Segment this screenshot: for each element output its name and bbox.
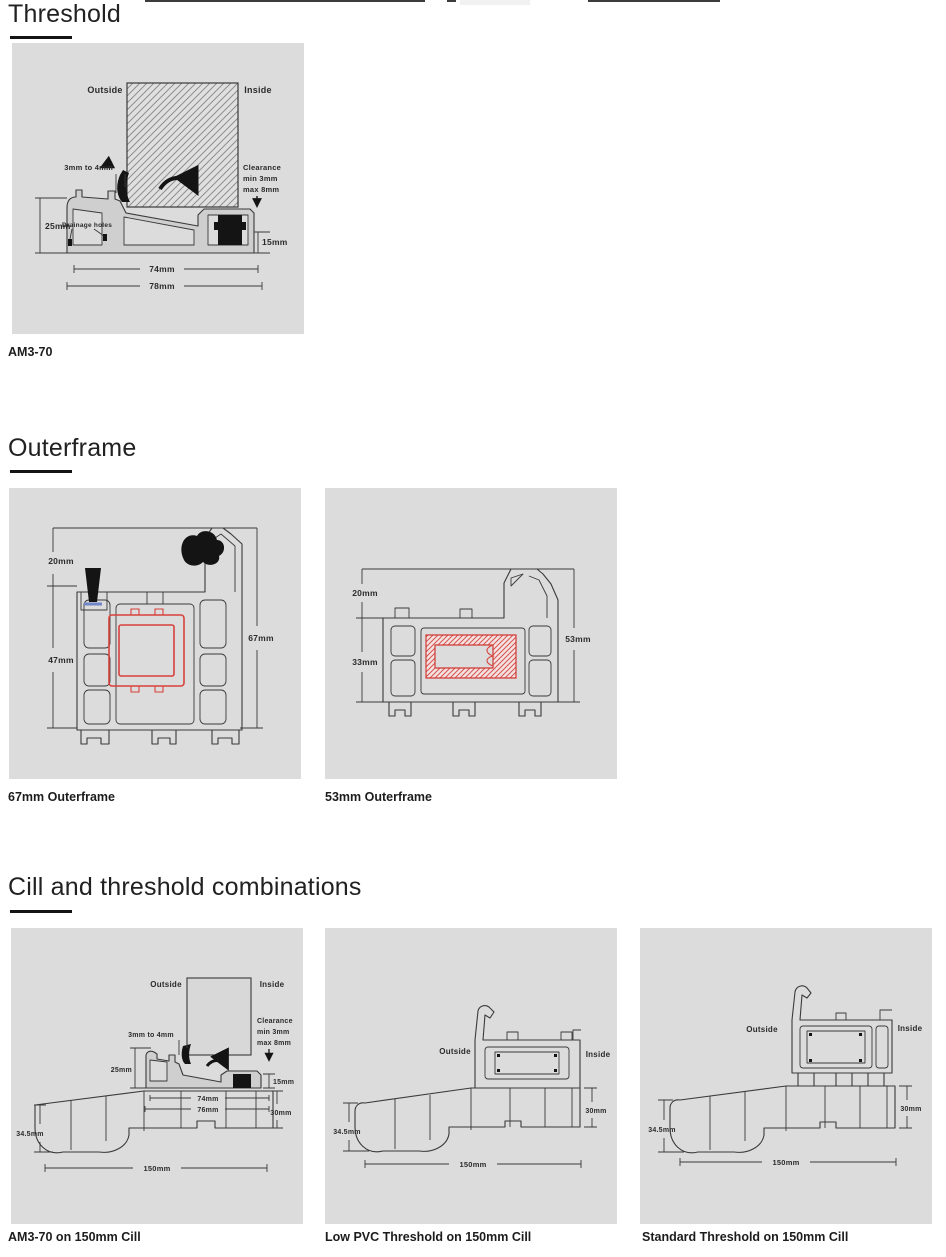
caption-67mm-outerframe: 67mm Outerframe bbox=[8, 790, 115, 804]
dim-label-34-5mm: 34.5mm bbox=[333, 1129, 361, 1136]
screw-mark bbox=[859, 1059, 862, 1062]
dim-label-20mm: 20mm bbox=[352, 588, 378, 598]
top-bump bbox=[507, 1032, 518, 1040]
inside-label: Inside bbox=[585, 1050, 611, 1059]
dim-label-34-5mm: 34.5mm bbox=[16, 1131, 44, 1138]
dim-label-25mm: 25mm bbox=[45, 221, 71, 231]
am3-70-threshold-diagram bbox=[12, 43, 304, 334]
frame-foot bbox=[453, 702, 475, 716]
dim-label-30mm: 30mm bbox=[900, 1106, 922, 1113]
frame-foot bbox=[81, 730, 109, 744]
clearance-label-2: min 3mm bbox=[243, 174, 278, 183]
clearance-label-1: Clearance bbox=[243, 163, 282, 172]
frame-foot bbox=[152, 730, 176, 744]
heading-underline bbox=[10, 36, 72, 39]
top-notch bbox=[460, 609, 472, 618]
frame-foot bbox=[212, 730, 239, 744]
outerframe-67mm-diagram bbox=[9, 488, 301, 779]
chamber bbox=[200, 600, 226, 648]
chamber bbox=[84, 690, 110, 724]
dim-label-30mm: 30mm bbox=[270, 1110, 292, 1117]
outside-label: Outside bbox=[439, 1047, 471, 1056]
screw-mark bbox=[497, 1069, 500, 1072]
dim-label-33mm: 33mm bbox=[352, 657, 378, 667]
diagram-panel-standard-threshold bbox=[640, 928, 932, 1224]
clearance-label-3: max 8mm bbox=[243, 185, 280, 194]
dim-label-74mm: 74mm bbox=[197, 1096, 219, 1103]
top-bump bbox=[836, 1013, 846, 1020]
screw-mark bbox=[809, 1033, 812, 1036]
dim-label-67mm: 67mm bbox=[248, 633, 274, 643]
inside-label: Inside bbox=[897, 1024, 923, 1033]
outerframe-53mm-diagram bbox=[325, 488, 617, 779]
low-pvc-threshold-diagram bbox=[325, 928, 617, 1224]
drainage-label: Drainage holes bbox=[62, 222, 113, 229]
caption-53mm-outerframe: 53mm Outerframe bbox=[325, 790, 432, 804]
outside-label: Outside bbox=[746, 1025, 778, 1034]
chamber bbox=[876, 1026, 888, 1068]
caption-low-pvc-threshold: Low PVC Threshold on 150mm Cill bbox=[325, 1230, 532, 1244]
top-crop-artifact bbox=[447, 0, 456, 2]
dim-label-15mm: 15mm bbox=[273, 1079, 295, 1086]
drainage-flow-arrow bbox=[207, 1060, 227, 1067]
am3-70-on-cill-diagram bbox=[11, 928, 303, 1224]
gasket-block bbox=[233, 1074, 251, 1088]
inside-label: Inside bbox=[244, 85, 272, 95]
frame-foot bbox=[519, 702, 541, 716]
dim-label-47mm: 47mm bbox=[48, 655, 74, 665]
frame-foot bbox=[389, 702, 411, 716]
screw-mark bbox=[554, 1054, 557, 1057]
screw-mark bbox=[809, 1059, 812, 1062]
dim-label-76mm: 76mm bbox=[197, 1107, 219, 1114]
top-bump bbox=[561, 1032, 572, 1040]
screw-mark bbox=[497, 1054, 500, 1057]
caption-am3-70-on-cill: AM3-70 on 150mm Cill bbox=[8, 1230, 141, 1244]
door-slab bbox=[127, 83, 238, 207]
glazing-chamber bbox=[116, 604, 194, 724]
clearance-label-3: max 8mm bbox=[257, 1040, 292, 1047]
screw-mark bbox=[554, 1069, 557, 1072]
inside-label: Inside bbox=[259, 980, 285, 989]
dim-label-150mm: 150mm bbox=[143, 1164, 171, 1173]
top-crop-artifact bbox=[460, 0, 530, 5]
dim-label-25mm: 25mm bbox=[110, 1067, 132, 1074]
screw-mark bbox=[859, 1033, 862, 1036]
dim-label-78mm: 78mm bbox=[149, 281, 175, 291]
standard-threshold-diagram bbox=[640, 928, 932, 1224]
chamber bbox=[391, 626, 415, 656]
caption-standard-threshold: Standard Threshold on 150mm Cill bbox=[642, 1230, 849, 1244]
cill-profile bbox=[670, 1086, 895, 1153]
chamber bbox=[200, 690, 226, 724]
diagram-panel-am3-70-on-cill bbox=[11, 928, 303, 1224]
chamber bbox=[200, 654, 226, 686]
heading-underline bbox=[10, 470, 72, 473]
dim-label-20mm: 20mm bbox=[48, 556, 74, 566]
chamber bbox=[391, 660, 415, 696]
section-heading-threshold: Threshold bbox=[8, 0, 121, 28]
gasket-tab bbox=[242, 222, 246, 230]
cill-profile bbox=[355, 1088, 580, 1152]
dim-label-30mm: 30mm bbox=[585, 1108, 607, 1115]
right-hook bbox=[880, 1010, 892, 1020]
threshold-feet bbox=[798, 1073, 884, 1086]
dim-label-15mm: 15mm bbox=[262, 237, 288, 247]
gasket-block bbox=[218, 215, 242, 245]
dim-label-150mm: 150mm bbox=[772, 1158, 800, 1167]
door-slab bbox=[187, 978, 251, 1055]
gasket-tab bbox=[214, 222, 218, 230]
top-crop-artifact bbox=[145, 0, 425, 2]
diagram-panel-am3-70 bbox=[12, 43, 304, 334]
section-heading-outerframe: Outerframe bbox=[8, 434, 137, 462]
diagram-panel-low-pvc-threshold bbox=[325, 928, 617, 1224]
caption-am3-70: AM3-70 bbox=[8, 345, 53, 359]
chamber bbox=[529, 660, 551, 696]
drainage-hole bbox=[103, 234, 107, 241]
gap-label: 3mm to 4mm bbox=[64, 163, 113, 172]
diagram-panel-53mm-outerframe bbox=[325, 488, 617, 779]
chamber bbox=[529, 626, 551, 656]
gap-label: 3mm to 4mm bbox=[128, 1032, 174, 1039]
top-bump bbox=[395, 608, 409, 618]
drainage-hole bbox=[68, 239, 72, 246]
outside-label: Outside bbox=[150, 980, 182, 989]
dim-label-53mm: 53mm bbox=[565, 634, 591, 644]
section-heading-cill-combinations: Cill and threshold combinations bbox=[8, 873, 362, 901]
threshold-chamber bbox=[150, 1060, 167, 1081]
dim-label-34-5mm: 34.5mm bbox=[648, 1127, 676, 1134]
right-hook bbox=[573, 1030, 581, 1040]
dim-label-150mm: 150mm bbox=[459, 1160, 487, 1169]
clearance-label-1: Clearance bbox=[257, 1018, 293, 1025]
diagram-panel-67mm-outerframe bbox=[9, 488, 301, 779]
dim-label-74mm: 74mm bbox=[149, 264, 175, 274]
top-notch bbox=[147, 592, 163, 604]
heading-underline bbox=[10, 910, 72, 913]
top-crop-artifact bbox=[588, 0, 720, 2]
chamber bbox=[84, 600, 110, 648]
clearance-label-2: min 3mm bbox=[257, 1029, 290, 1036]
outside-label: Outside bbox=[87, 85, 123, 95]
chamber bbox=[84, 654, 110, 686]
